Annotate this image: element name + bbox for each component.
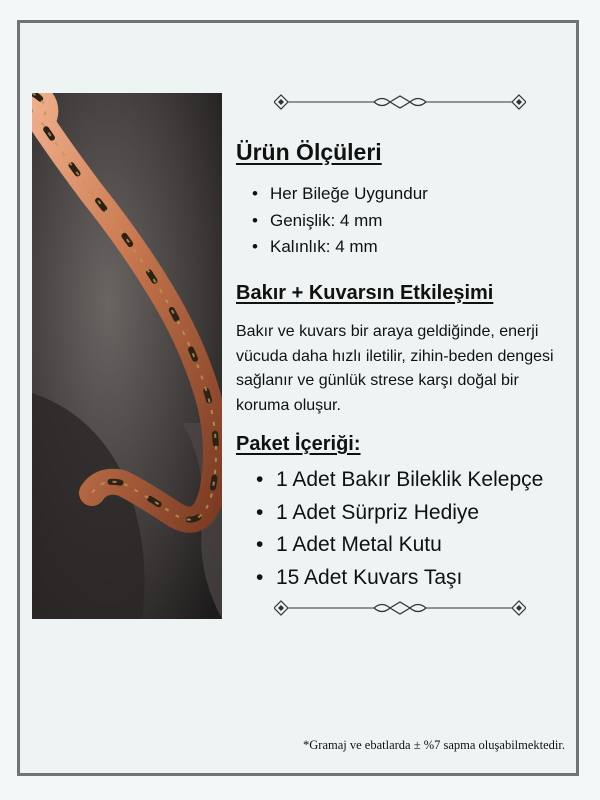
- list-item: • Her Bileğe Uygundur: [252, 181, 428, 208]
- list-item: • 1 Adet Sürpriz Hediye: [256, 497, 543, 530]
- list-item: • Kalınlık: 4 mm: [252, 234, 428, 261]
- list-item: • 1 Adet Metal Kutu: [256, 529, 543, 562]
- package-heading: Paket İçeriği:: [236, 433, 361, 455]
- interaction-heading: Bakır + Kuvarsın Etkileşimi: [236, 282, 494, 304]
- list-item: • 15 Adet Kuvars Taşı: [256, 562, 543, 595]
- package-list: [256, 464, 543, 594]
- product-photo: [32, 93, 222, 619]
- dimensions-heading: Ürün Ölçüleri: [236, 139, 382, 165]
- divider-ornament-bottom: [274, 598, 526, 618]
- dimensions-list: [252, 181, 428, 261]
- list-item: • Genişlik: 4 mm: [252, 208, 428, 235]
- list-item: • 1 Adet Bakır Bileklik Kelepçe: [256, 464, 543, 497]
- footnote: *Gramaj ve ebatlarda ± %7 sapma oluşabilmektedir.: [303, 738, 565, 752]
- divider-ornament-top: [274, 92, 526, 112]
- interaction-paragraph: Bakır ve kuvars bir araya geldiğinde, enerji vücuda daha hızlı iletilir, zihin-beden dengesi sağlanır ve günlük strese karşı doğal bir koruma oluşur.: [236, 323, 554, 414]
